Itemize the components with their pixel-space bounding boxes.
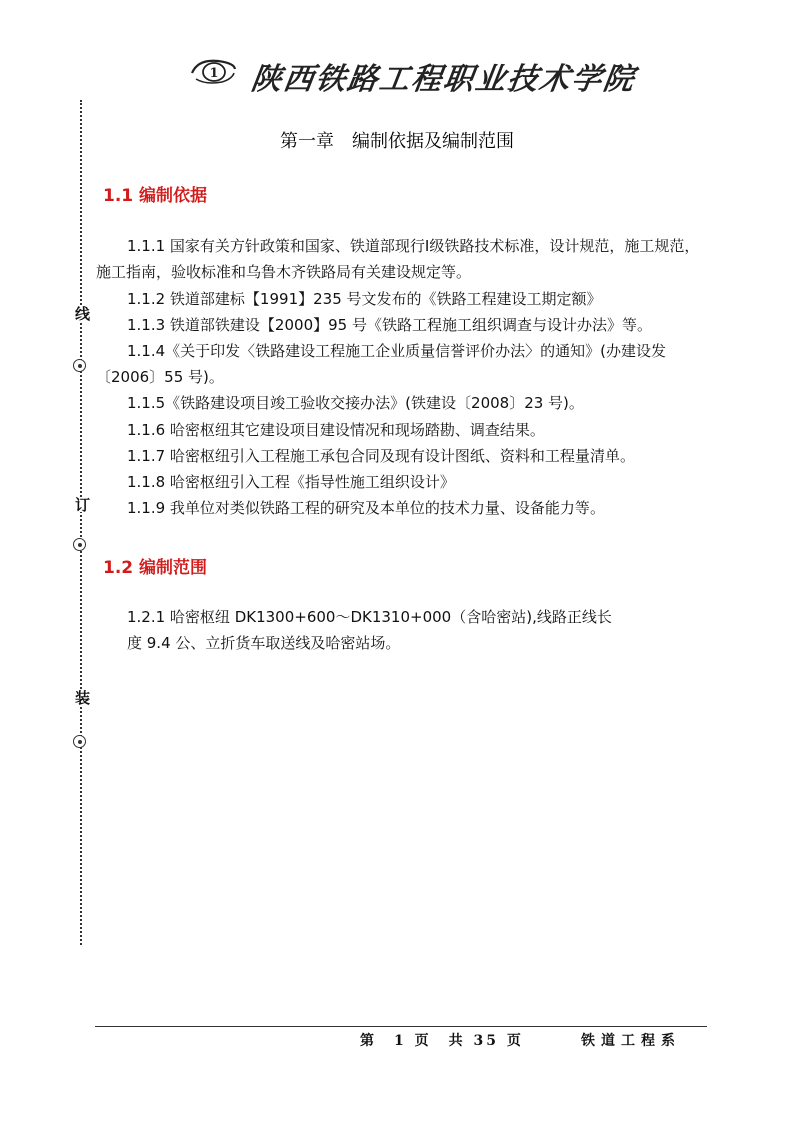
list-item: 1.1.8 哈密枢纽引入工程《指导性施工组织设计》	[127, 473, 455, 491]
list-item: 1.2.1 哈密枢纽 DK1300+600～DK1310+000（含哈密站),线路正线长	[127, 608, 612, 626]
page-number: 第 1 页 共 35 页	[360, 1033, 524, 1049]
binding-hole-marker	[73, 359, 86, 372]
item-text: 1.1.4《关于印发〈铁路建设工程施工企业质量信誉评价办法〉的通知》(办建设发	[127, 342, 667, 360]
chapter-title: 第一章 编制依据及编制范围	[280, 131, 514, 152]
binding-char-ding: 订	[73, 497, 91, 512]
footer-rule	[95, 1026, 707, 1027]
list-item	[96, 233, 708, 285]
binding-dotted-line	[80, 100, 82, 945]
section-title: 1.1 编制依据	[103, 186, 208, 206]
list-item	[96, 338, 708, 390]
list-item: 1.1.9 我单位对类似铁路工程的研究及本单位的技术力量、设备能力等。	[127, 499, 605, 517]
list-item-continued: 度 9.4 公、立折货车取送线及哈密站场。	[127, 634, 401, 652]
binding-char-zhuang: 装	[73, 690, 91, 705]
list-item: 1.1.7 哈密枢纽引入工程施工承包合同及现有设计图纸、资料和工程量清单。	[127, 447, 635, 465]
list-item: 1.1.6 哈密枢纽其它建设项目建设情况和现场踏勘、调查结果。	[127, 421, 545, 439]
item-text-continued: 〔2006〕55 号)。	[96, 368, 224, 386]
binding-hole-marker	[73, 538, 86, 551]
section-title: 1.2 编制范围	[103, 558, 208, 578]
binding-margin	[60, 100, 100, 945]
school-logo	[188, 55, 238, 87]
logo-number: 1	[209, 66, 219, 81]
item-text: 1.1.1 国家有关方针政策和国家、铁道部现行Ⅰ级铁路技术标准，设计规范，施工规	[127, 237, 670, 255]
binding-hole-marker	[73, 735, 86, 748]
binding-char-xian: 线	[73, 306, 91, 321]
page-header	[0, 0, 794, 100]
item-text-continued: 范，施工指南，验收标准和乌鲁木齐铁路局有关建设规定等。	[96, 237, 700, 281]
list-item: 1.1.2 铁道部建标【1991】235 号文发布的《铁路工程建设工期定额》	[127, 290, 602, 308]
list-item: 1.1.3 铁道部铁建设【2000】95 号《铁路工程施工组织调查与设计办法》等。	[127, 316, 652, 334]
list-item: 1.1.5《铁路建设项目竣工验收交接办法》(铁建设〔2008〕23 号)。	[127, 394, 584, 412]
department-name: 铁道工程系	[581, 1033, 681, 1049]
school-name: 陕西铁路工程职业技术学院	[249, 62, 638, 97]
